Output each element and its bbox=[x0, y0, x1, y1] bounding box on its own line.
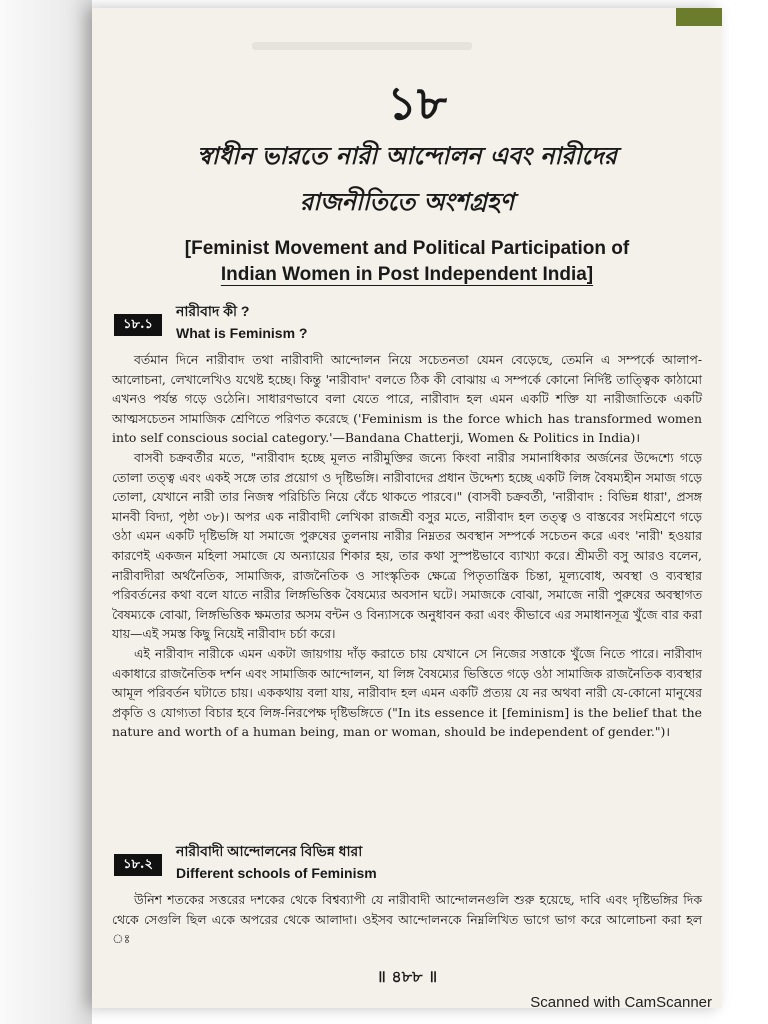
scanner-watermark: Scanned with CamScanner bbox=[530, 994, 712, 1011]
section-number-badge: ১৮.১ bbox=[114, 314, 162, 336]
page-number: ॥ ৪৮৮ ॥ bbox=[376, 967, 438, 986]
section-heading-english: What is Feminism ? bbox=[176, 325, 308, 341]
chapter-number: ১৮ bbox=[387, 76, 447, 130]
chapter-title-english-line1: [Feminist Movement and Political Participation of bbox=[184, 238, 630, 259]
page-corner-background bbox=[676, 8, 722, 26]
section-heading-bengali: নারীবাদী আন্দোলনের বিভিন্ন ধারা bbox=[176, 843, 363, 859]
paragraph: বর্তমান দিনে নারীবাদ তথা নারীবাদী আন্দোলন নিয়ে সচেতনতা যেমন বেড়েছে, তেমনি এ সম্পর্কে আলাপ-আলোচনা, লেখালেখিও যথেষ্ট হচ্ছে। কিন্তু 'নারীবাদ' বলতে ঠিক কী বোঝায় এ সম্পর্কে কোনো নির্দিষ্ট তাত্ত্বিক কাঠামো এখনও পর্যন্ত গড়ে ওঠেনি। সাধারণভাবে বলা যেতে পারে, নারীবাদ হল এমন একটি শক্তি যা নারীজাতিকে একটি আত্মসচেতন সামাজিক শ্রেণিতে পরিণত করেছে ('Feminism is the force which has transformed women into self conscious social category.'—Bandana Chatterji, Women & Politics in India)। bbox=[112, 352, 702, 446]
section-body bbox=[112, 890, 702, 949]
chapter-title-bengali-line1: স্বাধীন ভারতে নারী আন্দোলন এবং নারীদের bbox=[197, 141, 617, 170]
chapter-title-bengali-line2: রাজনীতিতে অংশগ্রহণ bbox=[299, 187, 515, 216]
paragraph: এই নারীবাদ নারীকে এমন একটা জায়গায় দাঁড় করাতে চায় যেখানে সে নিজের সত্তাকে খুঁজে নিতে পারে। নারীবাদ একাধারে রাজনৈতিক দর্শন এবং সামাজিক আন্দোলন, যা লিঙ্গ বৈষম্যের ভিত্তিতে গড়ে ওঠা সামাজিক রাজনৈতিক ব্যবস্থার আমূল পরিবর্তন ঘটাতে চায়। এককথায় বলা যায়, নারীবাদ হল এমন একটি প্রত্যয় যে নর অথবা নারী যে-কোনো মানুষের প্রকৃতি ও যোগ্যতা বিচার হবে লিঙ্গ-নিরপেক্ষ দৃষ্টিভঙ্গিতে ("In its essence it [feminism] is the belief that the nature and worth of a human being, man or woman, should be independent of gender.")। bbox=[112, 645, 702, 740]
book-binding-gutter bbox=[0, 0, 92, 1024]
paragraph: উনিশ শতকের সত্তরের দশকের থেকে বিশ্বব্যাপী যে নারীবাদী আন্দোলনগুলি শুরু হয়েছে, দাবি এবং দৃষ্টিভঙ্গির দিক থেকে সেগুলি ছিল একে অপরের থেকে আলাদা। ওইসব আন্দোলনকে নিম্নলিখিত ভাগে ভাগ করে আলোচনা করা হল ঃ bbox=[112, 892, 702, 947]
book-page bbox=[92, 8, 722, 1008]
section-number-badge: ১৮.২ bbox=[114, 854, 162, 876]
faint-running-header bbox=[252, 42, 472, 50]
section-body bbox=[112, 350, 702, 742]
section-heading-bengali: নারীবাদ কী ? bbox=[176, 303, 250, 319]
chapter-title-english-line2: Indian Women in Post Independent India] bbox=[220, 264, 594, 285]
section-heading-english: Different schools of Feminism bbox=[176, 865, 377, 881]
paragraph: বাসবী চক্রবর্তীর মতে, "নারীবাদ হচ্ছে মূলত নারীমুক্তির জন্যে কিংবা নারীর সমানাধিকার অর্জনের উদ্দেশ্যে গড়ে তোলা তত্ত্ব এবং একই সঙ্গে তার প্রয়োগ ও দৃষ্টিভঙ্গি। নারীবাদের প্রধান উদ্দেশ্য হচ্ছে একটি লিঙ্গ বৈষম্যহীন সমাজ গড়ে তোলা, যেখানে নারী তার নিজস্ব পরিচিতি নিয়ে বেঁচে থাকতে পারবে।" (বাসবী চক্রবর্তী, 'নারীবাদ : বিভিন্ন ধারা', প্রসঙ্গ মানবী বিদ্যা, পৃষ্ঠা ৩৮)। অপর এক নারীবাদী লেখিকা রাজশ্রী বসুর মতে, নারীবাদ হল তত্ত্ব ও বাস্তবের সংমিশ্রণে গড়ে ওঠা এমন একটি দৃষ্টিভঙ্গি যা সমাজে পুরুষের তুলনায় নারীর নিম্নতর অবস্থান সম্পর্কে সচেতন করে এবং 'নারী' হওয়ার কারণেই একজন মহিলা সমাজে যে অন্যায়ের শিকার হয়, তার কথা সুস্পষ্টভাবে ব্যাখ্যা করে। শ্রীমতী বসু আরও বলেন, নারীবাদীরা অর্থনৈতিক, সামাজিক, রাজনৈতিক ও সাংস্কৃতিক ক্ষেত্রে পিতৃতান্ত্রিক চিন্তা, মূল্যবোধ, অবস্থা ও ব্যবস্থার পরিবর্তনের কথা বলে যাতে নারীর লিঙ্গভিত্তিক বৈষম্যের অবসান ঘটে। সমাজকে বোঝা, সমাজে নারী পুরুষের অবস্থাগত বৈষম্যকে বোঝা, লিঙ্গভিত্তিক ক্ষমতার অসম বন্টন ও বিন্যাসকে অনুধাবন করা এবং কীভাবে এর সমাধানসূত্র খুঁজে বার করা যায়—এই সমস্ত কিছু নিয়েই নারীবাদ চর্চা করে। bbox=[112, 449, 702, 642]
